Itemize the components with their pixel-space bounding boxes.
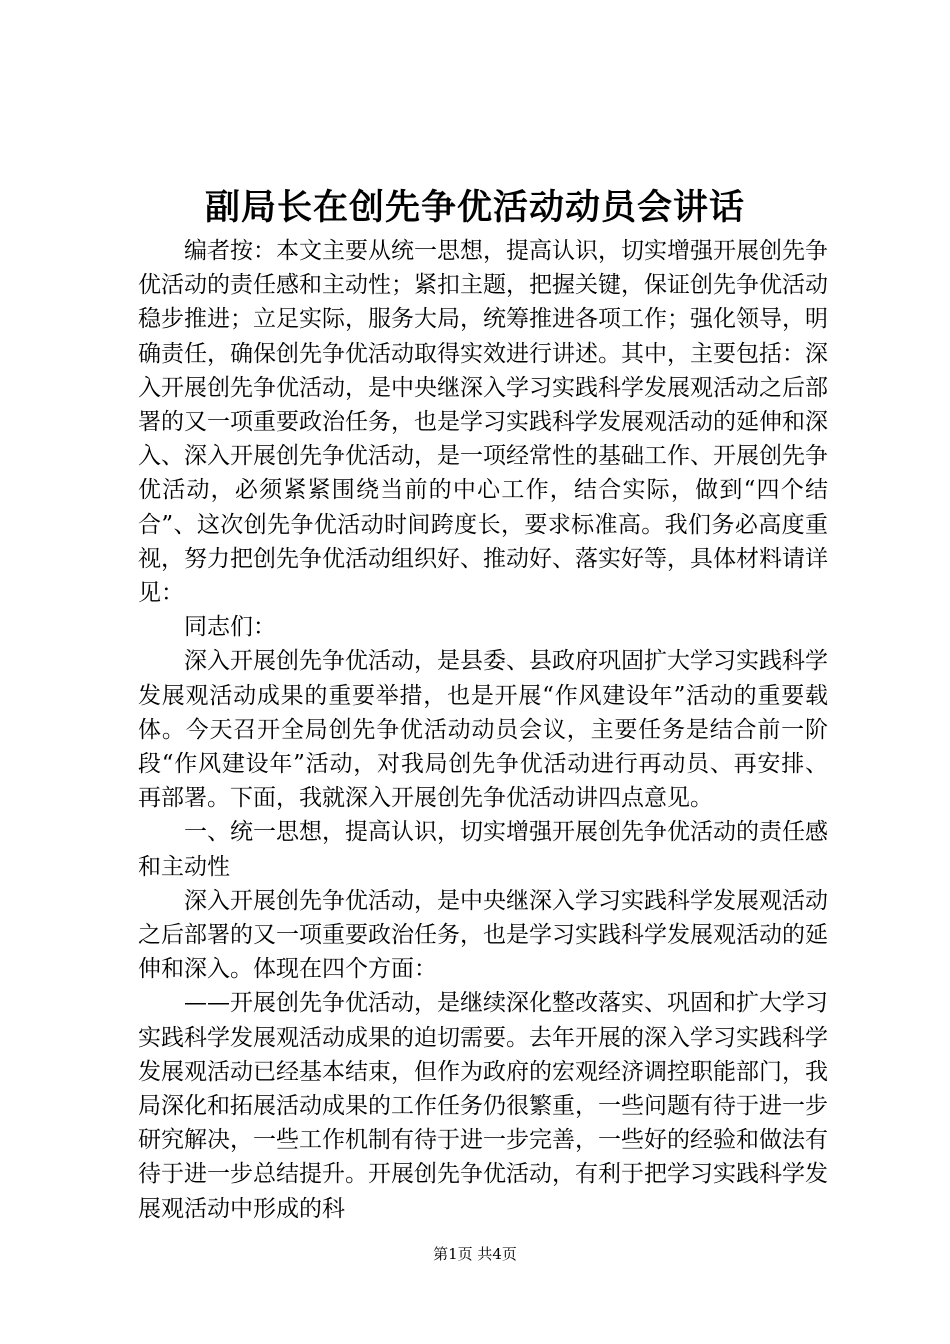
page-number-footer: 第1页 共4页 [433,1245,517,1263]
editor-note-paragraph: 编者按：本文主要从统一思想，提高认识，切实增强开展创先争优活动的责任感和主动性；紧扣主题，把握关键，保证创先争优活动稳步推进；立足实际，服务大局，统筹推进各项工作；强化领导，明确责任，确保创先争优活动取得实效进行讲述。其中，主要包括：深入开展创先争优活动，是中央继深入学习实践科学发展观活动之后部署的又一项重要政治任务，也是学习实践科学发展观活动的延伸和深入、深入开展创先争优活动，是一项经常性的基础工作、开展创先争优活动，必须紧紧围绕当前的中心工作，结合实际，做到“四个结合”、这次创先争优活动时间跨度长，要求标准高。我们务必高度重视，努力把创先争优活动组织好、推动好、落实好等，具体材料请详见： [138,238,828,607]
section-heading-1: 一、统一思想，提高认识，切实增强开展创先争优活动的责任感和主动性 [138,819,828,880]
document-body [138,234,828,1226]
salutation-paragraph: 同志们： [184,614,276,641]
section-1-point-paragraph: ——开展创先争优活动，是继续深化整改落实、巩固和扩大学习实践科学发展观活动成果的迫切需要。去年开展的深入学习实践科学发展观活动已经基本结束，但作为政府的宏观经济调控职能部门，我局深化和拓展活动成果的工作任务仍很繁重，一些问题有待于进一步研究解决，一些工作机制有待于进一步完善，一些好的经验和做法有待于进一步总结提升。开展创先争优活动，有利于把学习实践科学发展观活动中形成的科 [138,990,828,1222]
document-title: 副局长在创先争优活动动员会讲话 [204,187,745,228]
section-1-paragraph: 深入开展创先争优活动，是中央继深入学习实践科学发展观活动之后部署的又一项重要政治任务，也是学习实践科学发展观活动的延伸和深入。体现在四个方面： [138,887,828,983]
intro-paragraph: 深入开展创先争优活动，是县委、县政府巩固扩大学习实践科学发展观活动成果的重要举措，也是开展“作风建设年”活动的重要载体。今天召开全局创先争优活动动员会议，主要任务是结合前一阶段“作风建设年”活动，对我局创先争优活动进行再动员、再安排、再部署。下面，我就深入开展创先争优活动讲四点意见。 [138,648,828,812]
